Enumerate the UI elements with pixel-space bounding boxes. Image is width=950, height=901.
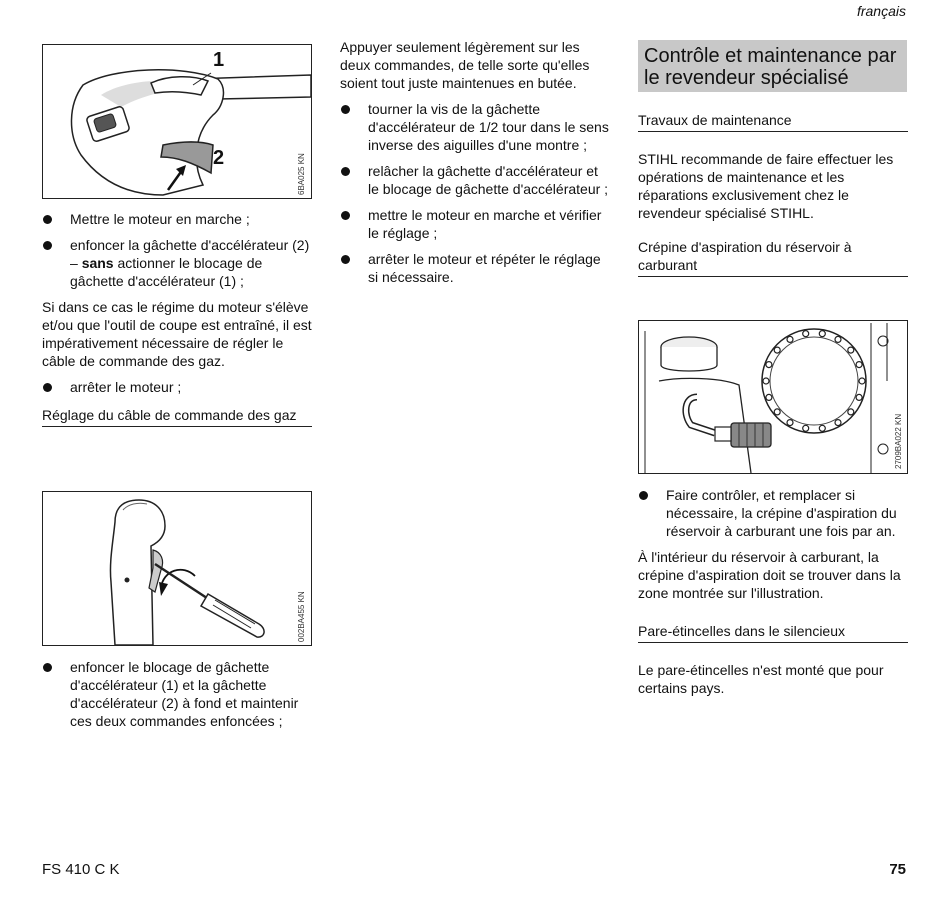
list-item: relâcher la gâchette d'accélérateur et le blocage de gâchette d'accélérateur ; [340,162,612,198]
list-item [42,236,312,290]
figure-code: 2709BA022 KN [894,413,903,469]
chapter-title-box [638,40,907,92]
list-item: mettre le moteur en marche et vérifier le réglage ; [340,206,612,242]
paragraph: STIHL recommande de faire effectuer les opérations de maintenance et les réparations exclusivement chez le revendeur spécialisé STIHL. [638,151,894,221]
cable-adjustment-figure [42,491,312,646]
fuel-tank-illustration [639,321,907,473]
chapter-title: Contrôle et maintenance par le revendeur spécialisé [644,45,897,89]
screwdriver-illustration [43,492,311,645]
paragraph: Appuyer seulement légèrement sur les deux commandes, de telle sorte qu'elles soient tout juste maintenues en butée. [340,39,590,91]
callout-2: 2 [213,147,225,169]
list-item: Mettre le moteur en marche ; [42,210,312,228]
text-segment: enfoncer la gâchette d'accélérateur (2) – [70,237,310,271]
figure-code: 002BA455 KN [297,591,306,642]
language-label: français [856,3,906,19]
page-number: 75 [889,861,906,878]
list-item: arrêter le moteur et répéter le réglage si nécessaire. [340,250,612,286]
list-item: arrêter le moteur ; [42,378,312,396]
paragraph: Le pare-étincelles n'est monté que pour certains pays. [638,662,884,696]
section-heading: Crépine d'aspiration du réservoir à carburant [638,238,908,277]
list-item: Faire contrôler, et remplacer si nécessaire, la crépine d'aspiration du réservoir à carburant une fois par an. [638,486,908,540]
emphasis-text: sans [81,255,114,271]
list-item: enfoncer le blocage de gâchette d'accélérateur (1) et la gâchette d'accélérateur (2) à fond et maintenir ces deux commandes enfoncées ; [42,658,312,730]
throttle-handle-illustration [43,45,311,198]
section-heading: Pare-étincelles dans le silencieux [638,622,908,643]
fuel-filter-figure [638,320,908,474]
model-label: FS 410 C K [42,861,120,878]
figure-code: 6BA025 KN [297,153,306,195]
section-heading: Travaux de maintenance [638,111,908,132]
section-heading: Réglage du câble de commande des gaz [42,406,312,427]
throttle-trigger-figure [42,44,312,199]
paragraph: Si dans ce cas le régime du moteur s'élève et/ou que l'outil de coupe est entraîné, il est impérativement nécessaire de régler le câble de commande des gaz. [42,299,312,369]
list-item: tourner la vis de la gâchette d'accélérateur de 1/2 tour dans le sens inverse des aiguilles d'une montre ; [340,100,612,154]
callout-1: 1 [213,49,225,71]
text-segment: actionner le blocage de gâchette d'accélérateur (1) ; [70,255,263,289]
paragraph: À l'intérieur du réservoir à carburant, la crépine d'aspiration doit se trouver dans la zone montrée sur l'illustration. [638,549,901,601]
